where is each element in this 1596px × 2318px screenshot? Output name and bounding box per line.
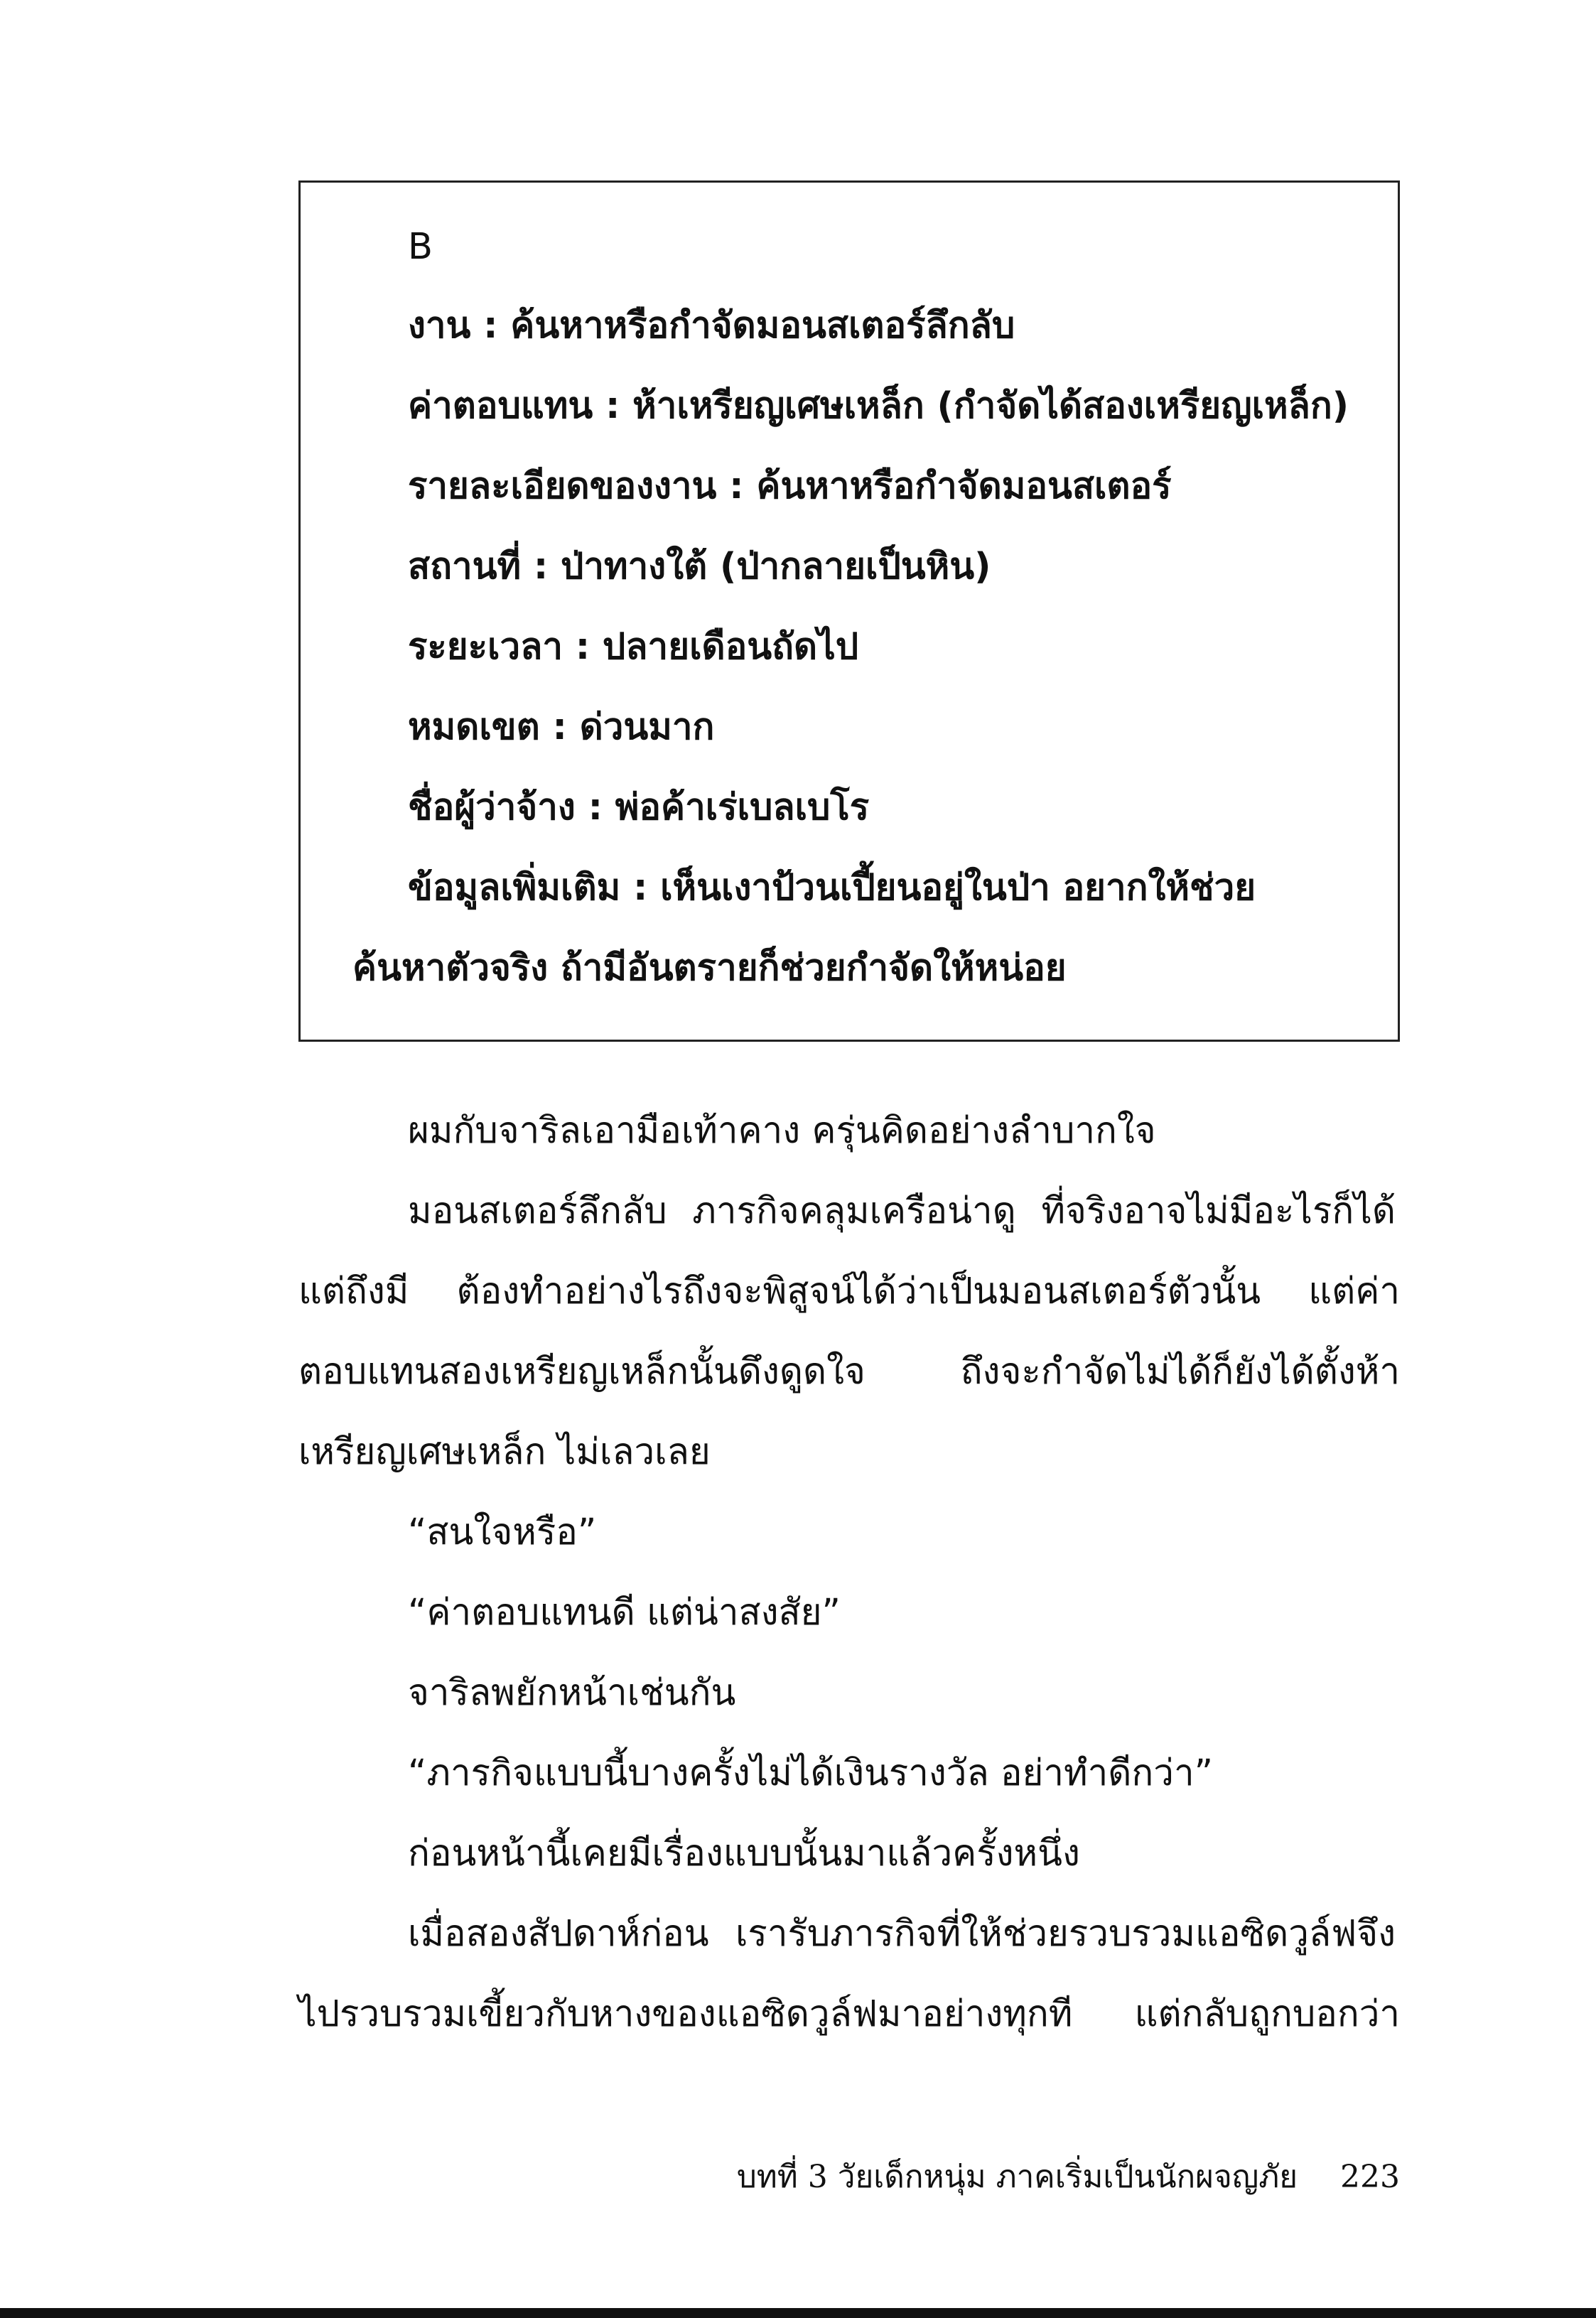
page-footer <box>737 2155 1400 2200</box>
body-paragraph-line: เมื่อสองสัปดาห์ก่อน เรารับภารกิจที่ให้ช่วยรวบรวมแอซิดวูล์ฟจึง <box>408 1913 1396 1955</box>
body-paragraph-line: ก่อนหน้านี้เคยมีเรื่องแบบนั้นมาแล้วครั้งหนึ่ง <box>408 1833 1080 1875</box>
chapter-title: บทที่ 3 วัยเด็กหนุ่ม ภาคเริ่มเป็นนักผจญภัย <box>736 2159 1298 2195</box>
body-paragraph-line: ตอบแทนสองเหรียญเหล็กนั้นดึงดูดใจ ถึงจะกำจัดไม่ได้ก็ยังได้ตั้งห้า <box>298 1351 1400 1393</box>
dialogue-line: “ภารกิจแบบนี้บางครั้งไม่ได้เงินรางวัล อย่าทำดีกว่า” <box>408 1752 1214 1794</box>
quest-job: งาน : ค้นหาหรือกำจัดมอนสเตอร์ลึกลับ <box>408 305 1015 347</box>
quest-rank: B <box>408 226 433 268</box>
dialogue-line: “สนใจหรือ” <box>408 1511 597 1553</box>
body-paragraph-line: จาริลพยักหน้าเช่นกัน <box>408 1672 736 1714</box>
body-paragraph-line: มอนสเตอร์ลึกลับ ภารกิจคลุมเครือน่าดู ที่จริงอาจไม่มีอะไรก็ได้ <box>408 1190 1396 1232</box>
quest-extra-info-line1: ข้อมูลเพิ่มเติม : เห็นเงาป้วนเปี้ยนอยู่ในป่า อยากให้ช่วย <box>408 867 1256 909</box>
quest-deadline: หมดเขต : ด่วนมาก <box>408 706 715 748</box>
page-number: 223 <box>1340 2159 1400 2195</box>
quest-details: รายละเอียดของงาน : ค้นหาหรือกำจัดมอนสเตอร์ <box>408 465 1172 507</box>
dialogue-line: “ค่าตอบแทนดี แต่น่าสงสัย” <box>408 1592 841 1634</box>
quest-period: ระยะเวลา : ปลายเดือนถัดไป <box>408 626 859 668</box>
quest-extra-info-line2: ค้นหาตัวจริง ถ้ามีอันตรายก็ช่วยกำจัดให้หน่อย <box>352 947 1067 989</box>
quest-reward: ค่าตอบแทน : ห้าเหรียญเศษเหล็ก (กำจัดได้สองเหรียญเหล็ก) <box>408 385 1349 427</box>
body-paragraph-line: แต่ถึงมี ต้องทำอย่างไรถึงจะพิสูจน์ได้ว่าเป็นมอนสเตอร์ตัวนั้น แต่ค่า <box>298 1271 1400 1312</box>
quest-employer: ชื่อผู้ว่าจ้าง : พ่อค้าเร่เบลเบโร <box>408 787 870 829</box>
quest-location: สถานที่ : ป่าทางใต้ (ป่ากลายเป็นหิน) <box>408 546 991 588</box>
body-paragraph-line: ไปรวบรวมเขี้ยวกับหางของแอซิดวูล์ฟมาอย่างทุกที แต่กลับถูกบอกว่า <box>298 1993 1400 2035</box>
bottom-edge-rule <box>0 2308 1596 2318</box>
body-paragraph-line: ผมกับจาริลเอามือเท้าคาง ครุ่นคิดอย่างลำบากใจ <box>408 1110 1156 1152</box>
body-paragraph-line: เหรียญเศษเหล็ก ไม่เลวเลย <box>298 1431 711 1473</box>
